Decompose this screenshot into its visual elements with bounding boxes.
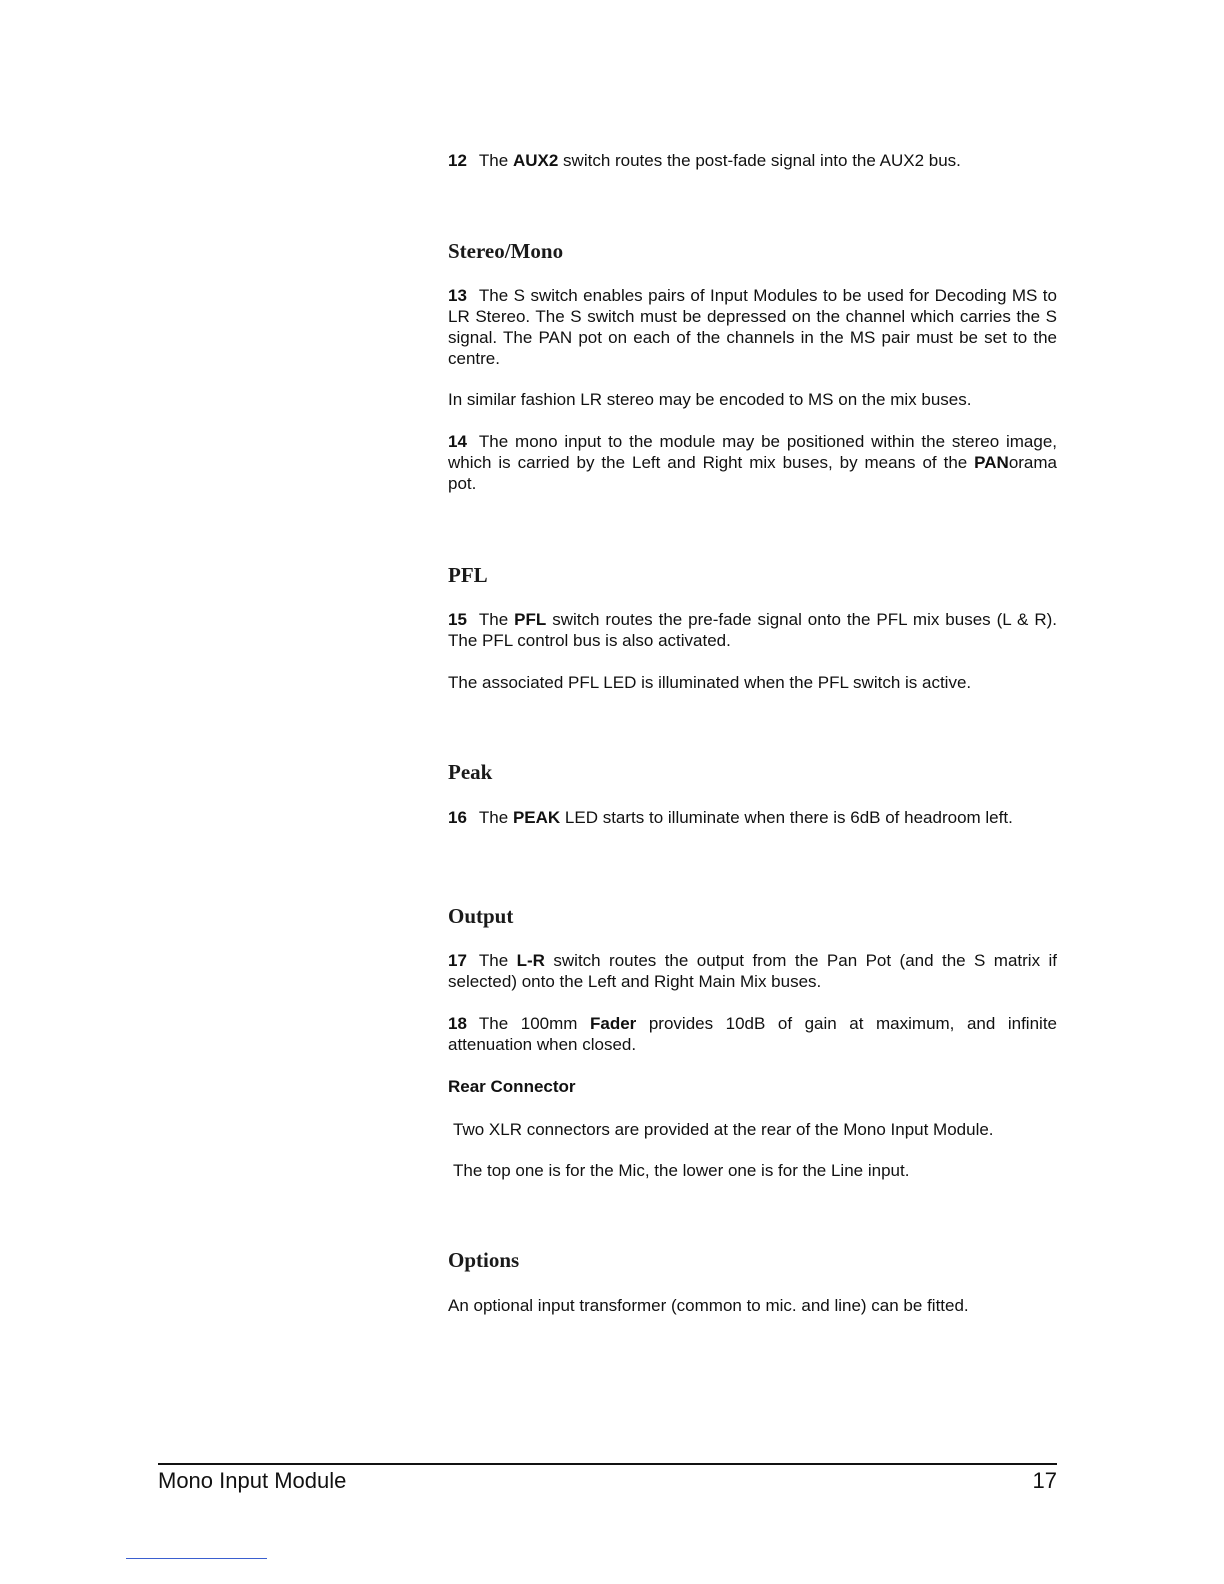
bold-term: PAN [974, 453, 1009, 472]
bold-term: PEAK [512, 808, 561, 827]
subheading-rear-connector: Rear Connector [448, 1077, 576, 1096]
rear-connector-text-2: The top one is for the Mic, the lower one is for the Line input. [453, 1161, 910, 1180]
paragraph-12 [448, 150, 1057, 171]
section-heading-stereo-mono: Stereo/Mono [448, 239, 564, 263]
text-pre: The [478, 610, 515, 629]
bold-term: PFL [514, 610, 547, 629]
item-number: 16 [448, 808, 467, 827]
paragraph-16 [448, 807, 1057, 828]
bold-term: L-R [516, 951, 545, 970]
options-text: An optional input transformer (common to mic. and line) can be fitted. [448, 1296, 969, 1315]
item-number: 14 [448, 432, 467, 451]
text-post: orama pot. [448, 453, 1057, 493]
bold-term: Fader [590, 1014, 637, 1033]
paragraph-18 [448, 1013, 1057, 1055]
item-number: 17 [448, 951, 467, 970]
text-post: switch routes the output from the Pan Pot (and the S matrix if selected) onto the Left and Right Main Mix buses. [448, 951, 1057, 991]
text-pre: The [478, 151, 513, 170]
text-post: switch routes the post-fade signal into the AUX2 bus. [558, 151, 961, 170]
section-heading-pfl: PFL [448, 563, 488, 587]
paragraph-13 [448, 285, 1057, 369]
link-underline [126, 1558, 267, 1559]
bold-term: AUX2 [512, 151, 559, 170]
paragraph-17 [448, 950, 1057, 992]
item-number: 15 [448, 610, 467, 629]
text-post: provides 10dB of gain at maximum, and infinite attenuation when closed. [448, 1014, 1057, 1054]
item-number: 18 [448, 1014, 467, 1033]
section-heading-output: Output [448, 904, 514, 928]
rear-connector-text-1: Two XLR connectors are provided at the rear of the Mono Input Module. [453, 1120, 994, 1139]
text-pre: The mono input to the module may be positioned within the stereo image, which is carried by the Left and Right mix buses, by means of the [448, 432, 1057, 472]
paragraph-15 [448, 609, 1057, 651]
text-post: LED starts to illuminate when there is 6dB of headroom left. [560, 808, 1013, 827]
paragraph-13-followup: In similar fashion LR stereo may be encoded to MS on the mix buses. [448, 390, 972, 409]
footer-title: Mono Input Module [158, 1468, 347, 1493]
text-pre: The [478, 808, 513, 827]
item-number: 13 [448, 286, 467, 305]
section-heading-peak: Peak [448, 760, 493, 784]
text-body: The S switch enables pairs of Input Modules to be used for Decoding MS to LR Stereo. The S switch must be depressed on the channel which carries the S signal. The PAN pot on each of the channels in the MS pair must be set to the centre. [448, 286, 1057, 368]
item-number: 12 [448, 151, 467, 170]
footer-divider [158, 1463, 1057, 1465]
text-post: switch routes the pre-fade signal onto the PFL mix buses (L & R). The PFL control bus is also activated. [448, 610, 1057, 650]
paragraph-14 [448, 431, 1057, 494]
paragraph-15-followup: The associated PFL LED is illuminated when the PFL switch is active. [448, 673, 972, 692]
text-pre: The 100mm [478, 1014, 590, 1033]
page-number: 17 [1032, 1468, 1057, 1493]
text-pre: The [478, 951, 517, 970]
section-heading-options: Options [448, 1248, 520, 1272]
